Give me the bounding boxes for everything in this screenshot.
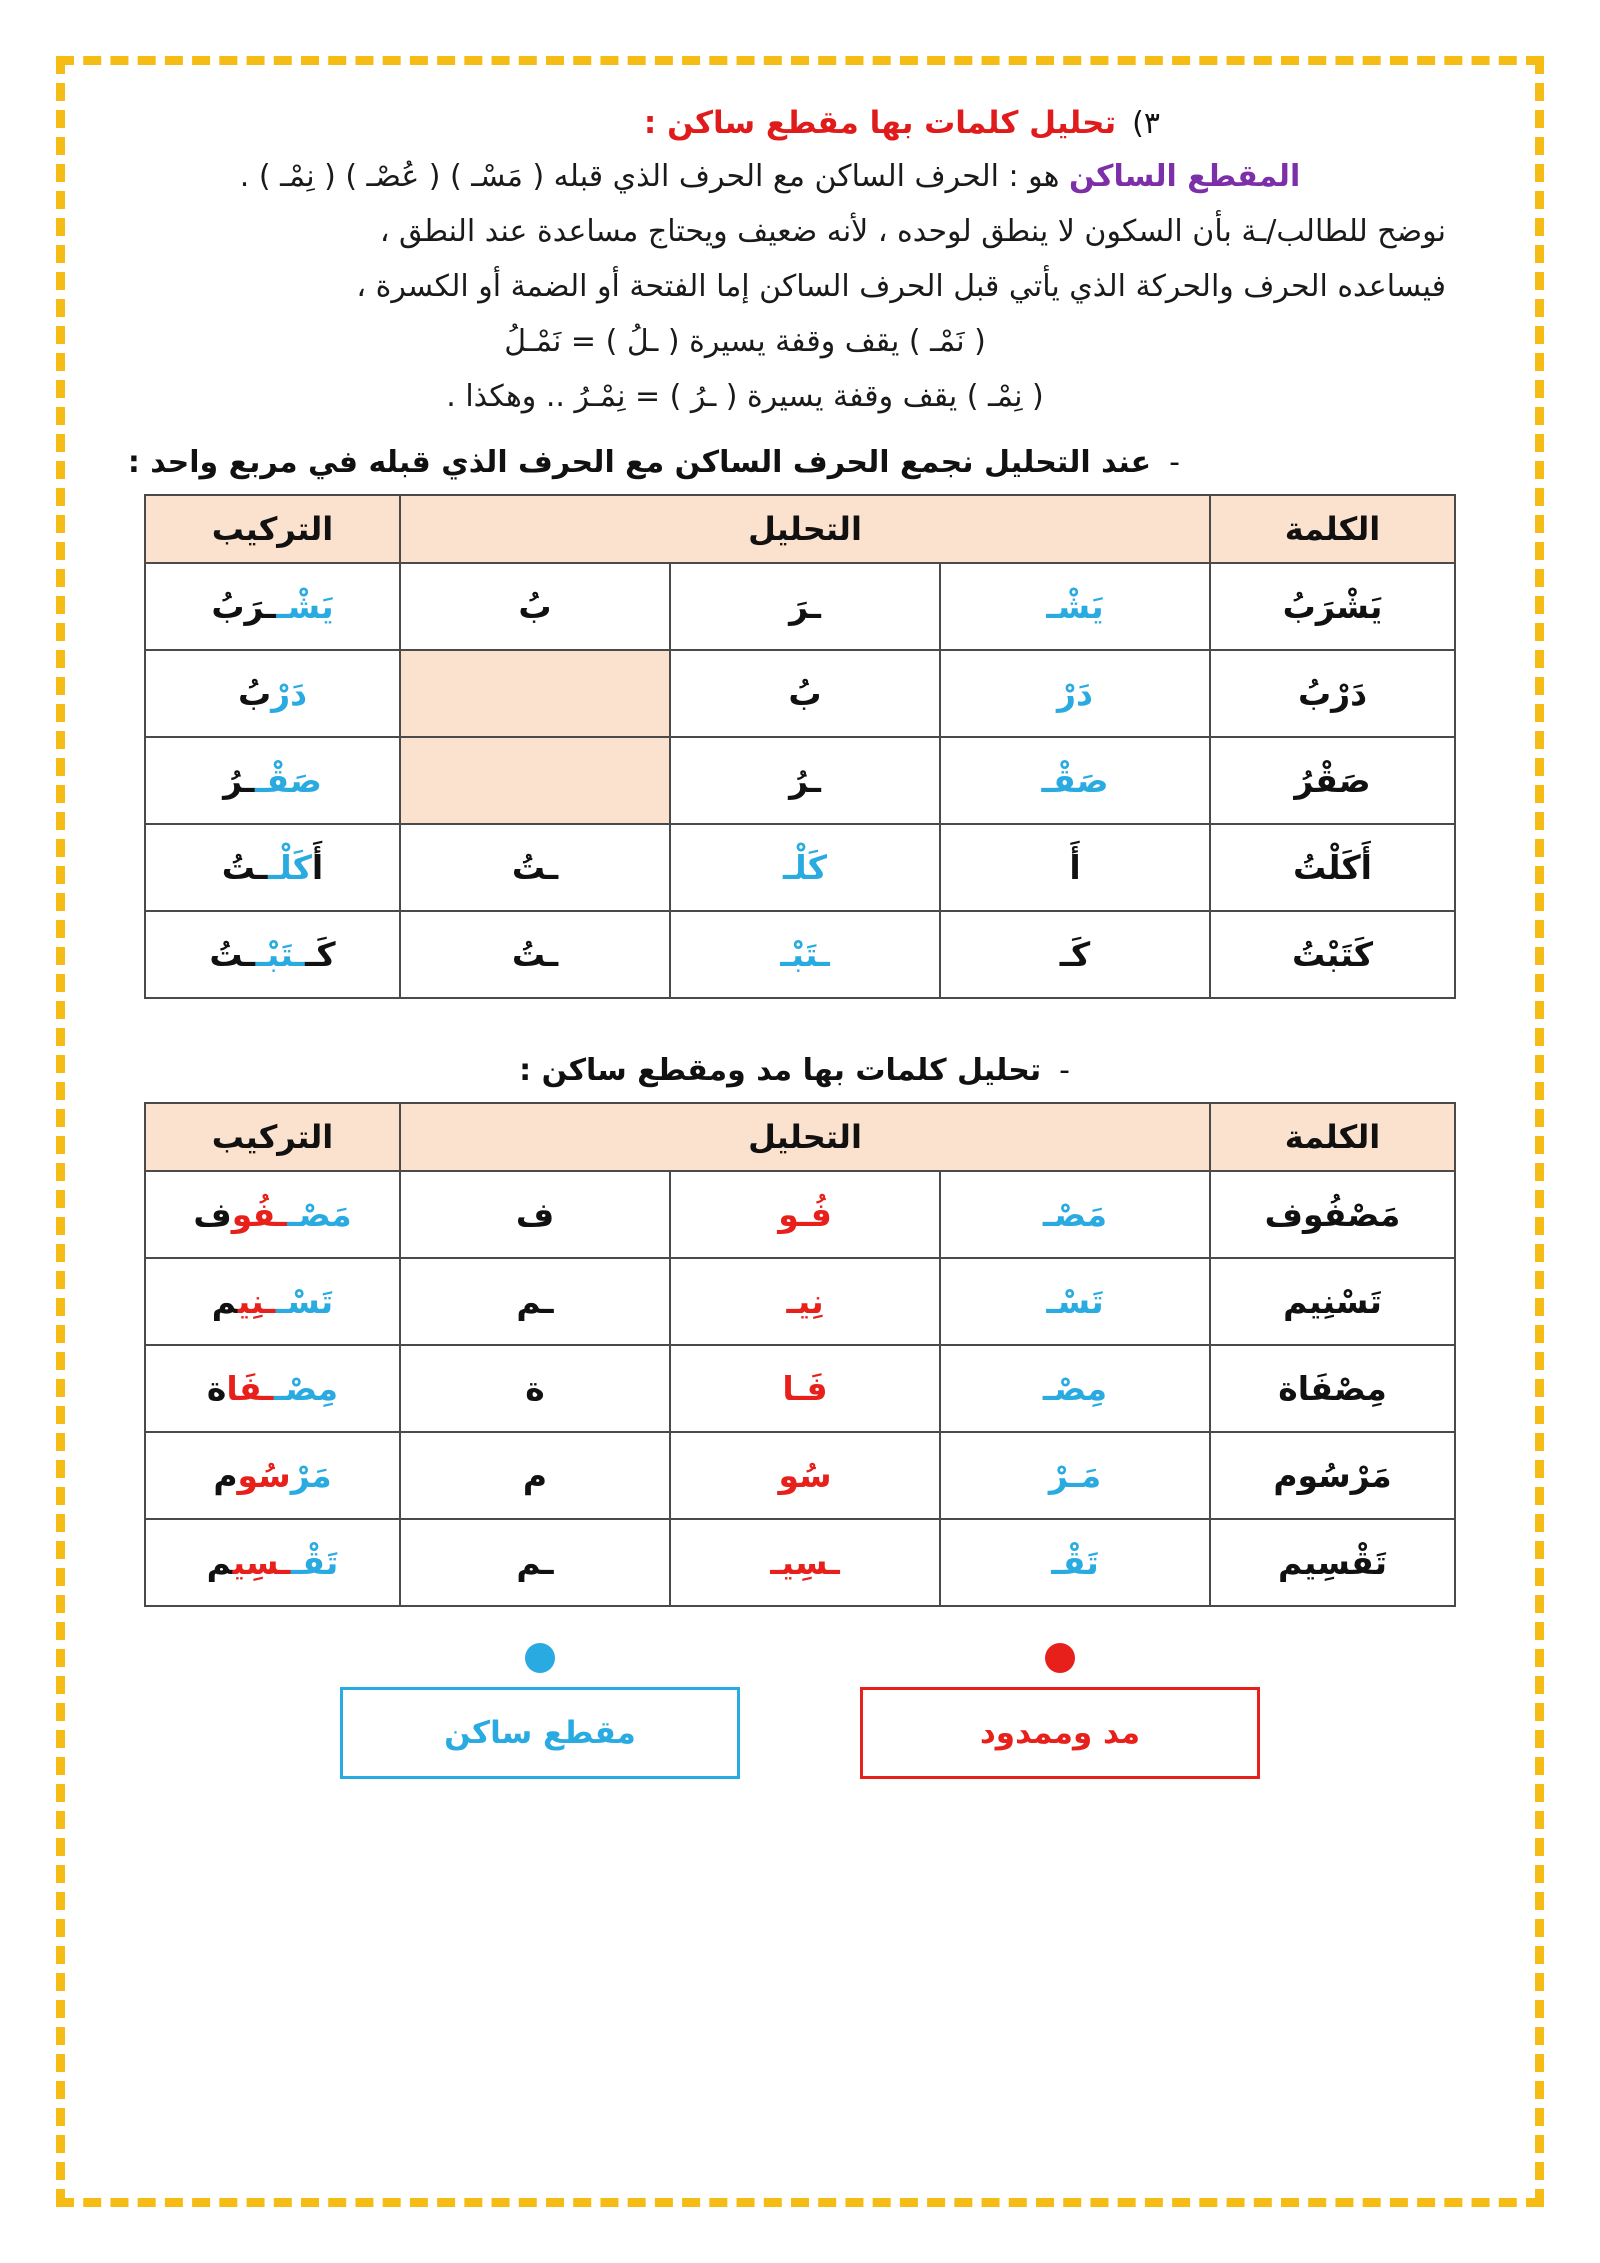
cell-analysis: [940, 1345, 1210, 1432]
header-composition: التركيب: [145, 495, 400, 563]
word-text: تَسْنِيم: [1283, 1281, 1382, 1321]
analysis-part: مَصْـ: [1042, 1194, 1108, 1234]
page-content: [100, 105, 1500, 2165]
cell-word: [1210, 737, 1455, 824]
analysis-part: ـرَ: [789, 586, 821, 626]
word-text: تَقْسِيم: [1277, 1542, 1388, 1582]
cell-analysis: [940, 650, 1210, 737]
analysis-part: ة: [525, 1368, 545, 1408]
composition-part: ـنِي: [237, 1281, 276, 1321]
cell-analysis: [940, 1171, 1210, 1258]
analysis-part: ـم: [516, 1542, 554, 1582]
analysis-part: ـتُ: [511, 934, 559, 974]
section-number: ٣): [1132, 106, 1160, 141]
cell-analysis: [400, 824, 670, 911]
analysis-part: ف: [515, 1194, 555, 1234]
word-text: صَقْرُ: [1294, 760, 1371, 800]
cell-composition: [145, 650, 400, 737]
table-madd-body: [145, 1171, 1455, 1606]
cell-analysis: [670, 1519, 940, 1606]
cell-word: [1210, 650, 1455, 737]
cell-word: [1210, 563, 1455, 650]
composition-part: م: [206, 1542, 233, 1582]
analysis-part: مِصْـ: [1042, 1368, 1108, 1408]
definition-line: [120, 155, 1460, 199]
word-text: كَتَبْتُ: [1291, 934, 1374, 974]
cell-analysis: [670, 1345, 940, 1432]
cell-composition: [145, 737, 400, 824]
analysis-part: ـرُ: [789, 760, 821, 800]
cell-word: [1210, 911, 1455, 998]
cell-analysis: [940, 1519, 1210, 1606]
composition-part: ـتُ: [221, 847, 268, 887]
cell-analysis: [940, 563, 1210, 650]
analysis-part: ـتَبْـ: [780, 934, 830, 974]
analysis-part: ـتُ: [511, 847, 559, 887]
table-sakin-body: [145, 563, 1455, 998]
composition-part: مَرْ: [290, 1455, 332, 1495]
lead-in-madd: [100, 1053, 1500, 1088]
analysis-part: تَسْـ: [1046, 1281, 1104, 1321]
red-dot-icon: [1045, 1643, 1075, 1673]
header-composition: التركيب: [145, 1103, 400, 1171]
table-sakin: [144, 494, 1456, 999]
cell-word: [1210, 1171, 1455, 1258]
table-row: [145, 1432, 1455, 1519]
cell-analysis: [400, 1258, 670, 1345]
table-row: [145, 1171, 1455, 1258]
composition-part: مِصْـ: [273, 1368, 339, 1408]
cell-analysis: [670, 1258, 940, 1345]
cell-composition: [145, 911, 400, 998]
cell-analysis: [670, 911, 940, 998]
table-header-row: [145, 1103, 1455, 1171]
cell-analysis: [400, 1345, 670, 1432]
analysis-part: ـم: [516, 1281, 554, 1321]
composition-part: ف: [193, 1194, 232, 1234]
page-title: تحليل كلمات بها مقطع ساكن :: [643, 105, 1117, 141]
example-line-1: ( نَمْـ ) يقف وقفة يسيرة ( ـلُ ) = نَمْـلُ: [504, 323, 986, 359]
composition-part: ة: [206, 1368, 227, 1408]
definition-term: المقطع الساكن: [1069, 159, 1301, 194]
composition-part: ـرُ: [223, 760, 255, 800]
cell-analysis: [940, 737, 1210, 824]
definition-rest: هو : الحرف الساكن مع الحرف الذي قبله ( مَسْـ ) ( عُصْـ ) ( نِمْـ ) .: [239, 159, 1070, 194]
lead-in-sakin-text: عند التحليل نجمع الحرف الساكن مع الحرف الذي قبله في مربع واحد :: [127, 444, 1152, 480]
example-line-2: ( نِمْـ ) يقف وقفة يسيرة ( ـرُ ) = نِمْـرُ .. وهكذا .: [446, 378, 1044, 414]
analysis-part: فُـو: [778, 1194, 832, 1234]
cell-word: [1210, 1258, 1455, 1345]
cell-analysis: [670, 563, 940, 650]
composition-part: تَسْـ: [275, 1281, 334, 1321]
header-word: الكلمة: [1210, 495, 1455, 563]
analysis-part: دَرْ: [1057, 673, 1093, 713]
analysis-part: صَقْـ: [1041, 760, 1109, 800]
body-line-1: نوضح للطالب/ـة بأن السكون لا ينطق لوحده ، لأنه ضعيف ويحتاج مساعدة عند النطق ،: [379, 213, 1446, 249]
cell-analysis: [670, 1171, 940, 1258]
cell-analysis: [400, 650, 670, 737]
header-analysis: التحليل: [400, 495, 1210, 563]
legend: [100, 1643, 1500, 1779]
header-word: الكلمة: [1210, 1103, 1455, 1171]
table-header-row: [145, 495, 1455, 563]
composition-part: مَصْـ: [287, 1194, 352, 1234]
cell-composition: [145, 1345, 400, 1432]
composition-part: سُو: [237, 1455, 291, 1495]
word-text: يَشْرَبُ: [1282, 586, 1383, 626]
intro-section: [100, 105, 1500, 419]
section-heading: [120, 105, 1460, 141]
body-line-2: فيساعده الحرف والحركة الذي يأتي قبل الحرف الساكن إما الفتحة أو الضمة أو الكسرة ،: [356, 268, 1446, 304]
table-madd: [144, 1102, 1456, 1607]
analysis-part: أَ: [1069, 847, 1081, 887]
word-text: دَرْبُ: [1297, 673, 1368, 713]
analysis-part: كَلْـ: [783, 847, 827, 887]
composition-part: تَقْـ: [290, 1542, 339, 1582]
lead-dash-icon: -: [1169, 444, 1180, 480]
table-row: [145, 824, 1455, 911]
cell-analysis: [400, 563, 670, 650]
cell-analysis: [670, 650, 940, 737]
composition-part: ـرَبُ: [211, 586, 277, 626]
cell-analysis: [400, 1519, 670, 1606]
cell-analysis: [400, 911, 670, 998]
table-row: [145, 1258, 1455, 1345]
composition-part: كَلْـ: [267, 847, 312, 887]
lead-in-sakin: [100, 445, 1500, 480]
analysis-part: ـسِيـ: [770, 1542, 840, 1582]
composition-part: ـفَا: [226, 1368, 274, 1408]
word-text: مِصْفَاة: [1278, 1368, 1387, 1408]
table-row: [145, 911, 1455, 998]
table-row: [145, 563, 1455, 650]
lead-dash-icon-2: -: [1059, 1052, 1070, 1088]
analysis-part: فَـا: [782, 1368, 828, 1408]
cell-composition: [145, 1258, 400, 1345]
legend-label-box: مد وممدود: [860, 1687, 1260, 1779]
legend-label-box: مقطع ساكن: [340, 1687, 740, 1779]
cell-word: [1210, 1432, 1455, 1519]
composition-part: صَقْـ: [254, 760, 322, 800]
composition-part: ـسِي: [232, 1542, 291, 1582]
cell-analysis: [940, 824, 1210, 911]
cell-composition: [145, 563, 400, 650]
cell-word: [1210, 824, 1455, 911]
analysis-part: مَـرْ: [1048, 1455, 1102, 1495]
legend-item: [340, 1643, 740, 1779]
cell-analysis: [940, 1258, 1210, 1345]
analysis-part: نِيـ: [786, 1281, 824, 1321]
cell-analysis: [940, 1432, 1210, 1519]
cell-analysis: [400, 1171, 670, 1258]
table-row: [145, 737, 1455, 824]
legend-item: [860, 1643, 1260, 1779]
analysis-part: تَقْـ: [1051, 1542, 1099, 1582]
composition-part: أَ: [311, 847, 324, 887]
table-row: [145, 650, 1455, 737]
composition-part: م: [213, 1455, 238, 1495]
cell-analysis: [400, 737, 670, 824]
analysis-part: يَشْـ: [1046, 586, 1104, 626]
cell-word: [1210, 1345, 1455, 1432]
cell-analysis: [670, 1432, 940, 1519]
table-row: [145, 1345, 1455, 1432]
analysis-part: سُو: [778, 1455, 832, 1495]
analysis-part: م: [522, 1455, 548, 1495]
word-text: أَكَلْتُ: [1293, 847, 1372, 887]
composition-part: بُ: [237, 673, 272, 713]
analysis-part: بُ: [518, 586, 552, 626]
composition-part: ـتَبْـ: [255, 934, 306, 974]
cyan-dot-icon: [525, 1643, 555, 1673]
cell-word: [1210, 1519, 1455, 1606]
cell-analysis: [670, 737, 940, 824]
cell-composition: [145, 824, 400, 911]
composition-part: ـفُو: [231, 1194, 288, 1234]
analysis-part: بُ: [788, 673, 822, 713]
composition-part: دَرْ: [271, 673, 308, 713]
composition-part: م: [211, 1281, 238, 1321]
cell-composition: [145, 1432, 400, 1519]
composition-part: كَـ: [305, 934, 336, 974]
lead-in-madd-text: تحليل كلمات بها مد ومقطع ساكن :: [519, 1052, 1042, 1088]
composition-part: ـتُ: [209, 934, 256, 974]
analysis-part: كَـ: [1059, 934, 1091, 974]
cell-analysis: [940, 911, 1210, 998]
cell-analysis: [400, 1432, 670, 1519]
word-text: مَصْفُوف: [1264, 1194, 1401, 1234]
cell-analysis: [670, 824, 940, 911]
composition-part: يَشْـ: [276, 586, 334, 626]
cell-composition: [145, 1171, 400, 1258]
word-text: مَرْسُوم: [1273, 1455, 1392, 1495]
cell-composition: [145, 1519, 400, 1606]
table-row: [145, 1519, 1455, 1606]
header-analysis: التحليل: [400, 1103, 1210, 1171]
